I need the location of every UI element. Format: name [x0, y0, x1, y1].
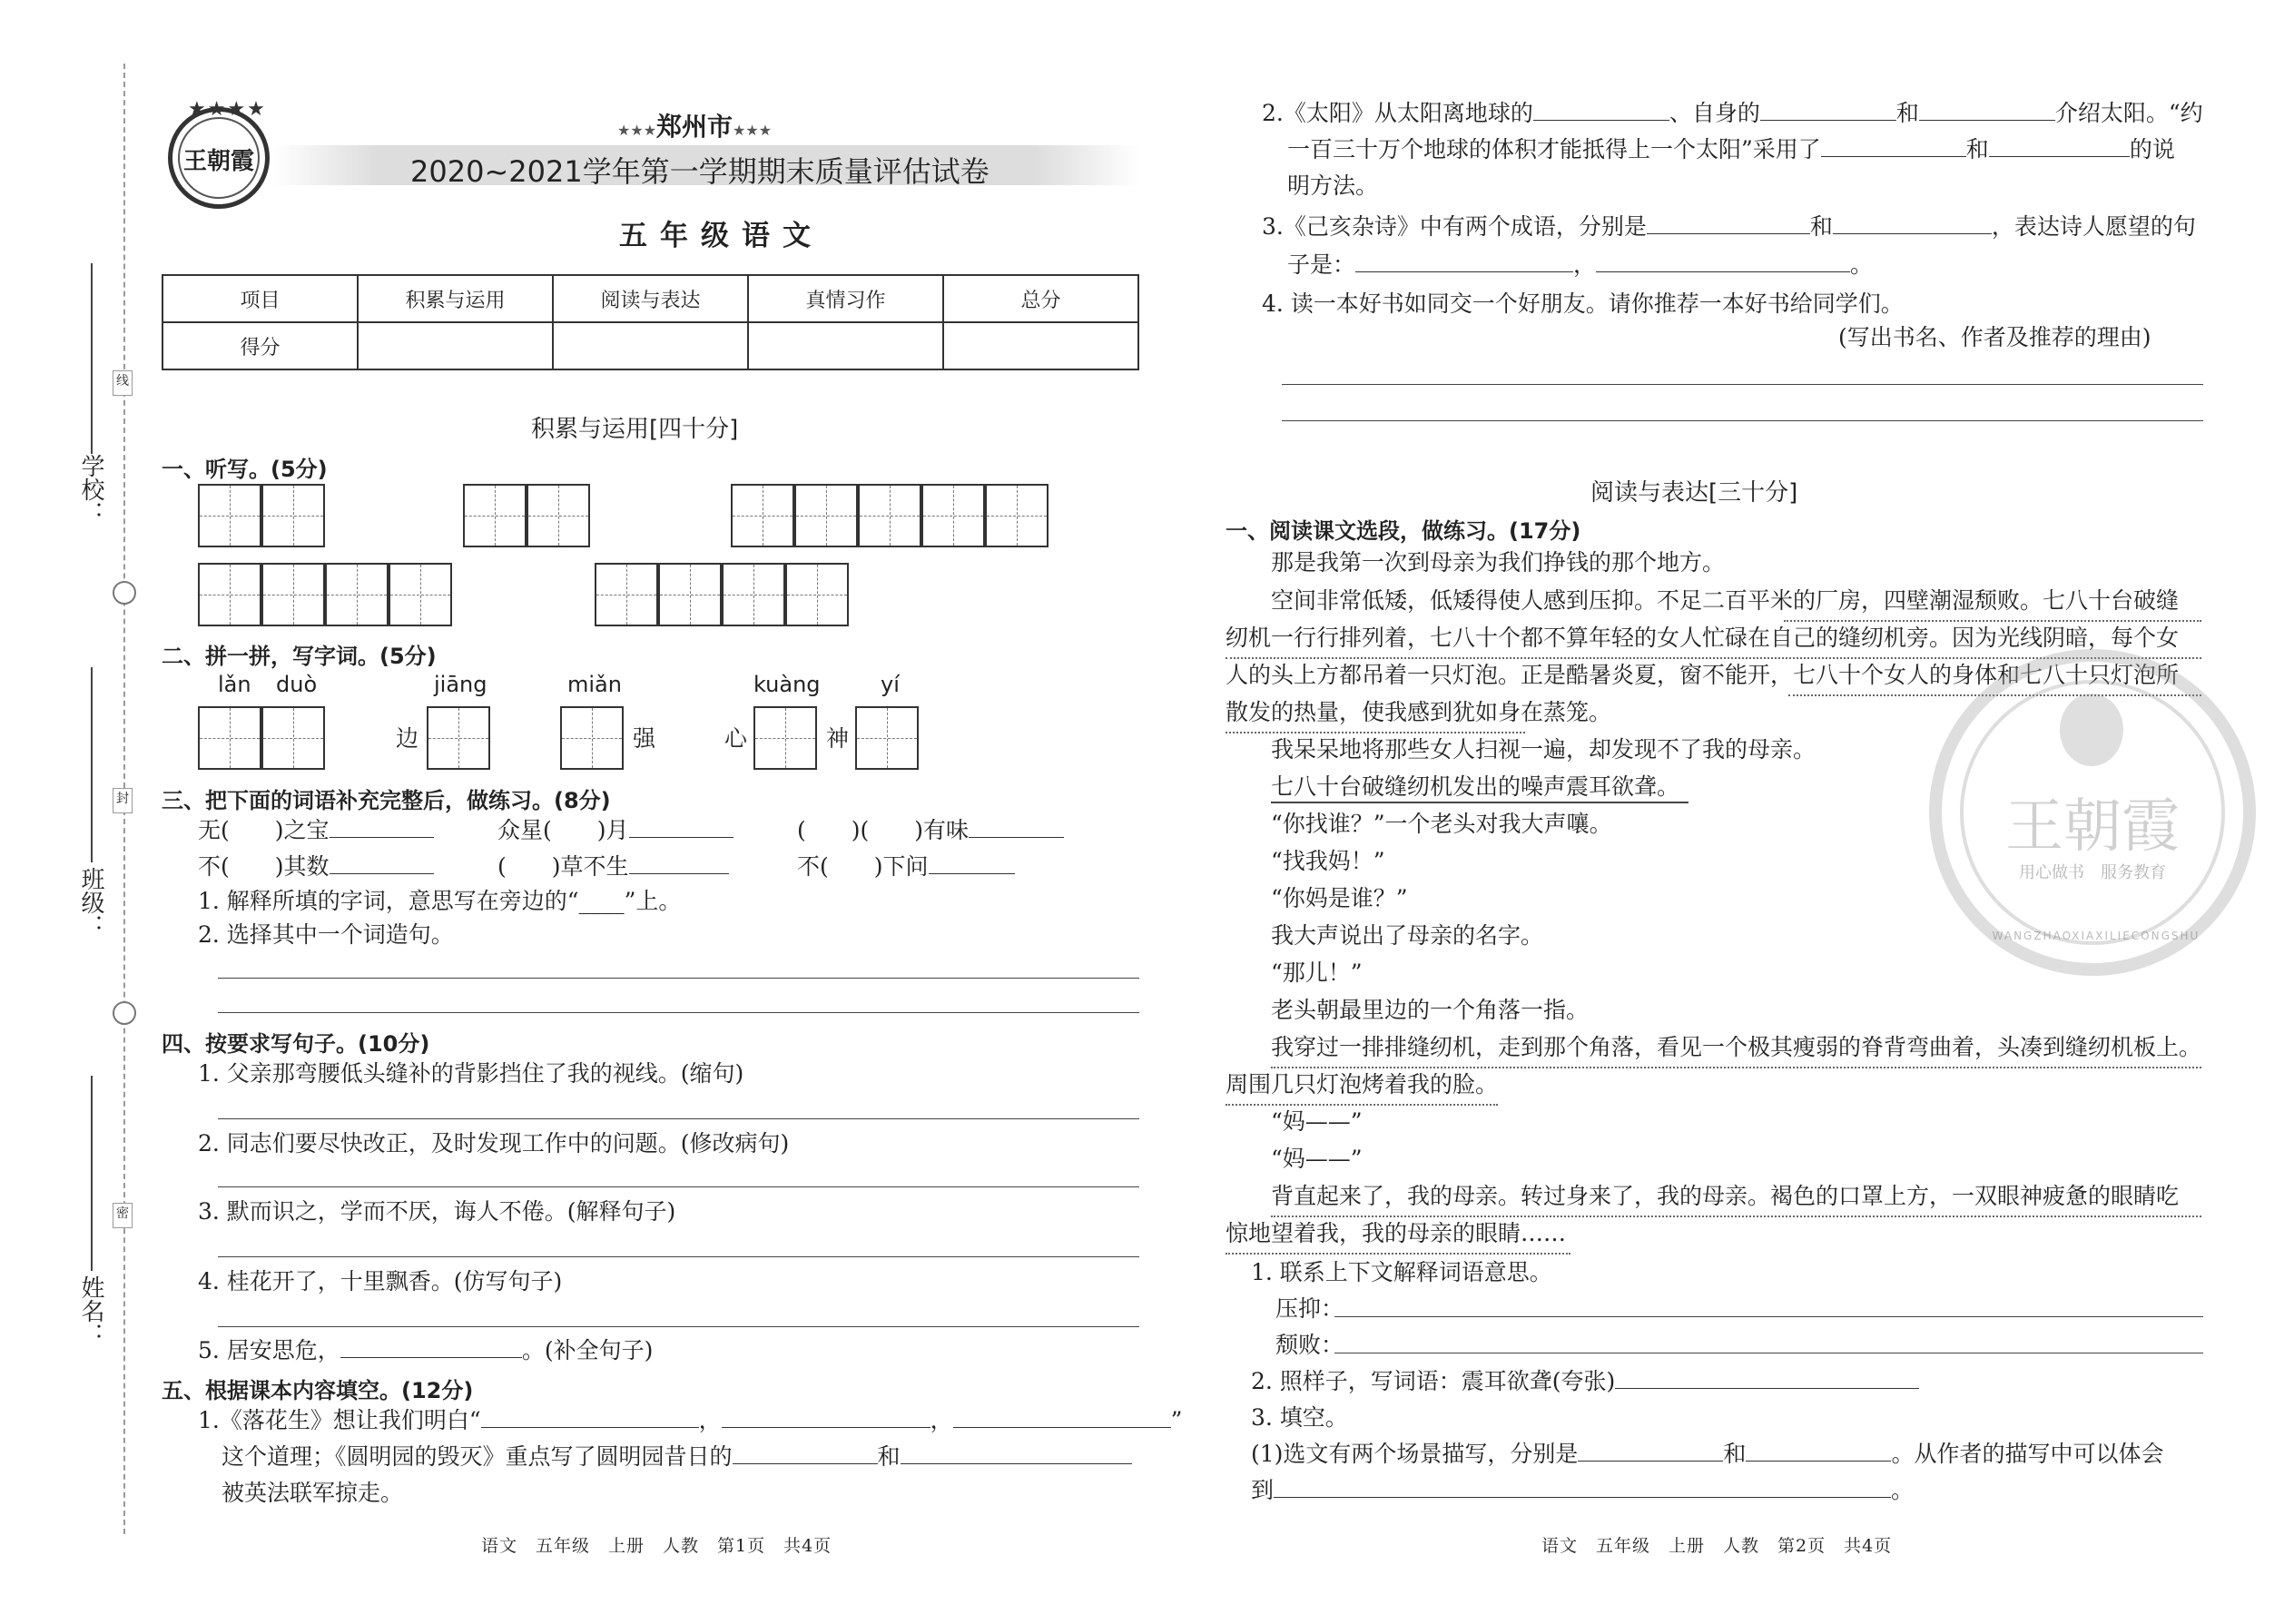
answer-line[interactable] [1282, 384, 2203, 385]
q5-item2-line3: 明方法。 [1287, 172, 1379, 199]
passage-line: “你妈是谁？” [1271, 885, 1408, 911]
passage-line: “妈——” [1271, 1108, 1363, 1135]
q3-heading: 三、把下面的词语补充完整后，做练习。(8分) [162, 788, 611, 813]
reading-sub3: 3. 填空。 [1251, 1404, 1348, 1431]
wavy-underline [1226, 1098, 1498, 1106]
q4-item-5: 5. 居安思危， 。(补全句子) [198, 1333, 653, 1369]
q5-item1-line2: 这个道理；《圆明园的毁灭》重点写了圆明园昔日的 和 [222, 1439, 1132, 1475]
score-cell[interactable] [748, 322, 943, 369]
q1-dictation-heading: 一、听写。(5分) [162, 457, 328, 482]
passage-line: 人的头上方都吊着一只灯泡。正是酷暑炎夏，窗不能开，七八十个女人的身体和七八十只灯泡所 [1226, 662, 2180, 688]
q5-item3-line2: 子是： ， 。 [1287, 247, 1873, 283]
score-header-item: 项目 [162, 275, 358, 322]
writing-cell[interactable] [731, 484, 794, 547]
reading-sub3-1-line2: 到 。 [1251, 1472, 1914, 1509]
wavy-underline [1226, 726, 1525, 733]
writing-cell[interactable] [427, 706, 490, 770]
writing-cell[interactable] [527, 484, 590, 547]
writing-cell[interactable] [261, 484, 325, 547]
logo-text: 王朝霞 [182, 148, 254, 175]
city-title: ★★★郑州市★★★ [617, 112, 773, 142]
score-cell[interactable] [553, 322, 748, 369]
pinyin: lǎn [218, 672, 251, 697]
q2-pinyin-heading: 二、拼一拼，写字词。(5分) [162, 644, 437, 669]
score-header-reading: 阅读与表达 [553, 275, 748, 322]
binding-mark-mi: 密 [113, 1203, 133, 1228]
given-char: 心 [724, 725, 748, 752]
q4-item: 4. 桂花开了，十里飘香。(仿写句子) [198, 1268, 563, 1294]
word-yayi-label: 压抑： [1275, 1295, 1344, 1322]
binding-hole-icon [113, 1001, 136, 1025]
pinyin: kuàng [753, 672, 821, 697]
answer-line[interactable] [218, 978, 1139, 979]
subject-title: 五年级语文 [619, 220, 823, 252]
passage-line: 惊地望着我，我的母亲的眼睛…… [1226, 1220, 1567, 1246]
passage-line: “那儿！” [1271, 960, 1363, 986]
writing-cell[interactable] [261, 706, 325, 770]
writing-cell[interactable] [855, 706, 919, 770]
q3-sub1: 1. 解释所填的字词，意思写在旁边的“____”上。 [198, 888, 682, 914]
answer-line[interactable] [1334, 1316, 2203, 1317]
pinyin: jiāng [434, 672, 487, 697]
watermark-name: 王朝霞 [2005, 793, 2180, 861]
score-header-total: 总分 [943, 275, 1138, 322]
pinyin: duò [276, 672, 318, 697]
part1-title: 积累与运用[四十分] [531, 416, 739, 443]
class-field[interactable] [91, 667, 93, 862]
idiom-fill: 不( )其数 [198, 849, 434, 885]
writing-cell[interactable] [794, 484, 858, 547]
q4-heading: 四、按要求写句子。(10分) [162, 1031, 430, 1057]
wavy-underline [1271, 1061, 2201, 1068]
passage-line: 我穿过一排排缝纫机，走到那个角落，看见一个极其瘦弱的脊背弯曲着，头凑到缝纫机板上。 [1271, 1034, 2202, 1060]
passage-line: “妈——” [1271, 1146, 1363, 1172]
writing-cell[interactable] [858, 484, 921, 547]
name-label: 姓名： [77, 1275, 104, 1346]
score-cell[interactable] [943, 322, 1138, 369]
page2-footer: 语文 五年级 上册 人教 第2页 共4页 [1541, 1536, 1893, 1556]
answer-line[interactable] [218, 1012, 1139, 1013]
score-header-writing: 真情习作 [748, 275, 943, 322]
page1-footer: 语文 五年级 上册 人教 第1页 共4页 [481, 1536, 832, 1556]
writing-cell[interactable] [722, 563, 785, 626]
writing-cell[interactable] [463, 484, 527, 547]
score-cell[interactable] [358, 322, 553, 369]
idiom-fill: 众星( )月 [497, 812, 733, 849]
writing-cell[interactable] [198, 484, 261, 547]
passage-line: 空间非常低矮，低矮得使人感到压抑。不足二百平米的厂房，四壁潮湿颓败。七八十台破缝 [1271, 587, 2180, 614]
given-char: 强 [633, 725, 656, 752]
passage-line: 散发的热量，使我感到犹如身在蒸笼。 [1226, 699, 1612, 725]
watermark-seal [1929, 649, 2256, 976]
writing-cell[interactable] [261, 563, 325, 626]
word-tuibai-label: 颓败： [1275, 1332, 1344, 1358]
reading-sub2: 2. 照样子，写词语：震耳欲聋(夸张) [1251, 1363, 1919, 1400]
idiom-fill: ( )草不生 [497, 849, 729, 885]
straight-underline [1271, 802, 1689, 803]
answer-line[interactable] [218, 1256, 1139, 1257]
school-field[interactable] [91, 263, 93, 454]
pinyin: miǎn [567, 672, 622, 697]
watermark-portrait [2060, 694, 2123, 766]
class-label: 班级： [77, 867, 104, 938]
writing-cell[interactable] [325, 563, 389, 626]
q4-item: 2. 同志们要尽快改正，及时发现工作中的问题。(修改病句) [198, 1130, 790, 1156]
idiom-fill: 不( )下问 [797, 849, 1015, 885]
passage-line: “你找谁？”一个老头对我大声嚷。 [1271, 811, 1612, 837]
passage-line: 我呆呆地将那些女人扫视一遍，却发现不了我的母亲。 [1271, 736, 1816, 763]
binding-mark-feng: 封 [113, 788, 133, 813]
writing-cell[interactable] [658, 563, 722, 626]
binding-hole-icon [113, 581, 136, 605]
logo-seal [168, 107, 270, 209]
writing-cell[interactable] [595, 563, 658, 626]
score-row-label: 得分 [162, 322, 358, 369]
reading-q1-heading: 一、阅读课文选段，做练习。(17分) [1226, 518, 1581, 544]
q5-item2-line1: 2.《太阳》从太阳离地球的 、自身的 和 介绍太阳。“约 [1262, 95, 2203, 132]
writing-cell[interactable] [985, 484, 1049, 547]
writing-cell[interactable] [198, 563, 261, 626]
watermark-ring-text: WANGZHAOXIAXILIECONGSHU [1992, 930, 2200, 942]
passage-line: 背直起来了，我的母亲。转过身来了，我的母亲。褐色的口罩上方，一双眼神疲惫的眼睛吃 [1271, 1183, 2180, 1209]
given-char: 神 [826, 725, 850, 752]
q5-item3-line1: 3.《己亥杂诗》中有两个成语，分别是 和 ，表达诗人愿望的句 [1262, 209, 2196, 245]
name-field[interactable] [91, 1076, 93, 1271]
q5-item1-line1: 1.《落花生》想让我们明白“ ， ， ” [198, 1403, 1182, 1439]
pinyin: yí [881, 672, 900, 697]
passage-line: “找我妈！” [1271, 848, 1385, 874]
wavy-underline [1784, 615, 2201, 622]
q5-item4: 4. 读一本好书如同交一个好朋友。请你推荐一本好书给同学们。 [1262, 290, 1904, 317]
answer-line[interactable] [1282, 420, 2203, 421]
idiom-fill: 无( )之宝 [198, 812, 434, 849]
writing-cell[interactable] [198, 706, 261, 770]
q5-item2-line2: 一百三十万个地球的体积才能抵得上一个太阳”采用了 和 的说 [1287, 132, 2175, 168]
passage-line: 我大声说出了母亲的名字。 [1271, 922, 1544, 949]
binding-mark-xian: 线 [113, 370, 133, 396]
q3-sub2: 2. 选择其中一个词造句。 [198, 921, 454, 948]
passage-line: 七八十台破缝纫机发出的噪声震耳欲聋。 [1271, 773, 1680, 800]
answer-line[interactable] [218, 1118, 1139, 1119]
q5-heading: 五、根据课本内容填空。(12分) [162, 1378, 474, 1403]
exam-title: 2020~2021学年第一学期期末质量评估试卷 [410, 154, 989, 189]
watermark-slogan: 用心做书 服务教育 [2019, 863, 2166, 882]
passage-line: 纫机一行行排列着，七八十个都不算年轻的女人忙碌在自己的缝纫机旁。因为光线阴暗，每个女 [1226, 625, 2180, 651]
part2-title: 阅读与表达[三十分] [1590, 479, 1798, 507]
q4-item: 3. 默而识之，学而不厌，诲人不倦。(解释句子) [198, 1198, 676, 1225]
idiom-fill: ( )( )有味 [797, 812, 1064, 849]
passage-line: 老头朝最里边的一个角落一指。 [1271, 997, 1590, 1023]
answer-line[interactable] [218, 1326, 1139, 1327]
q5-item4-hint: (写出书名、作者及推荐的理由) [1838, 324, 2151, 350]
score-table [162, 274, 1139, 370]
writing-cell[interactable] [389, 563, 452, 626]
answer-line[interactable] [218, 1186, 1139, 1187]
writing-cell[interactable] [921, 484, 985, 547]
reading-sub3-1-line1: (1)选文有两个场景描写，分别是 和 。从作者的描写中可以体会 [1251, 1436, 2163, 1472]
q4-item: 1. 父亲那弯腰低头缝补的背影挡住了我的视线。(缩句) [198, 1060, 744, 1087]
writing-cell[interactable] [785, 563, 849, 626]
logo-stars-icon: ★★★★ [188, 98, 267, 121]
writing-cell[interactable] [753, 706, 817, 770]
passage-line: 周围几只灯泡烤着我的脸。 [1226, 1071, 1499, 1097]
school-label: 学校： [77, 454, 104, 525]
score-header-accumulate: 积累与运用 [358, 275, 553, 322]
wavy-underline [1271, 1210, 2201, 1217]
passage-line: 那是我第一次到母亲为我们挣钱的那个地方。 [1271, 549, 1726, 576]
writing-cell[interactable] [560, 706, 624, 770]
reading-sub1: 1. 联系上下文解释词语意思。 [1251, 1259, 1552, 1285]
wavy-underline [1226, 1247, 1570, 1255]
given-char: 边 [396, 725, 419, 752]
q5-item1-line3: 被英法联军掠走。 [222, 1480, 404, 1506]
